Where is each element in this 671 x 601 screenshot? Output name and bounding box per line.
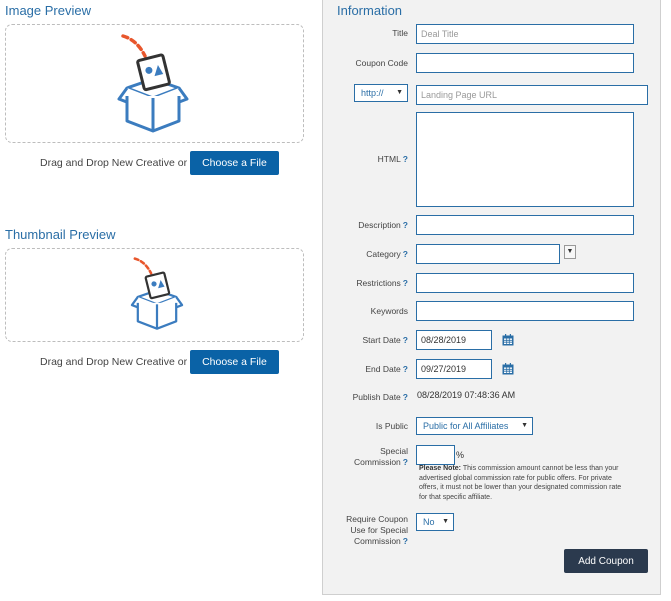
restrictions-input[interactable] <box>416 273 634 293</box>
start-date-input[interactable]: 08/28/2019 <box>416 330 492 350</box>
help-icon: ? <box>402 154 408 164</box>
image-drag-text: Drag and Drop New Creative or <box>40 157 188 169</box>
landing-url-placeholder: Landing Page URL <box>421 90 498 100</box>
landing-url-input[interactable] <box>416 85 648 105</box>
keywords-label: Keywords <box>370 306 408 316</box>
thumbnail-choose-file-button[interactable]: Choose a File <box>190 350 279 374</box>
box-upload-icon <box>111 32 195 136</box>
start-date-label: Start Date ? <box>362 335 408 345</box>
end-date-input[interactable]: 09/27/2019 <box>416 359 492 379</box>
help-icon: ? <box>402 457 408 467</box>
thumbnail-preview-title: Thumbnail Preview <box>5 227 116 242</box>
help-icon: ? <box>402 220 408 230</box>
category-label: Category ? <box>366 249 408 259</box>
category-select[interactable] <box>416 244 560 264</box>
add-coupon-button[interactable]: Add Coupon <box>564 549 648 573</box>
chevron-down-icon: ▼ <box>396 89 403 96</box>
description-input[interactable] <box>416 215 634 235</box>
help-icon: ? <box>402 392 408 402</box>
require-coupon-select[interactable] <box>416 513 454 531</box>
information-title: Information <box>337 3 403 18</box>
special-commission-label: Special Commission ? <box>354 446 408 467</box>
percent-sign: % <box>456 450 465 460</box>
help-icon: ? <box>402 536 408 546</box>
calendar-icon[interactable] <box>502 334 514 346</box>
note-text: This commission amount cannot be less than your advertised global commission rate for public offers. For private offers, it must not be lower than your designated commission rate for that specific affiliate. <box>419 465 622 501</box>
category-dropdown-button[interactable]: ▼ <box>564 245 576 259</box>
publish-date-label: Publish Date ? <box>352 392 408 402</box>
chevron-down-icon: ▼ <box>521 422 528 429</box>
help-icon: ? <box>402 249 408 259</box>
calendar-icon[interactable] <box>502 363 514 375</box>
image-dropzone[interactable] <box>5 24 304 143</box>
html-textarea[interactable] <box>416 112 634 207</box>
help-icon: ? <box>402 364 408 374</box>
require-coupon-value: No <box>423 517 435 527</box>
is-public-select[interactable] <box>416 417 533 435</box>
title-input[interactable] <box>416 24 634 44</box>
information-panel <box>322 0 661 595</box>
require-coupon-label: Require Coupon Use for Special Commission ? <box>346 514 408 546</box>
thumbnail-dropzone[interactable] <box>5 248 304 342</box>
coupon-code-input[interactable] <box>416 53 634 73</box>
publish-date-value: 08/28/2019 07:48:36 AM <box>417 390 516 400</box>
chevron-down-icon: ▼ <box>442 518 449 525</box>
help-icon: ? <box>402 335 408 345</box>
special-commission-input[interactable] <box>416 445 455 465</box>
keywords-input[interactable] <box>416 301 634 321</box>
html-label: HTML ? <box>377 154 408 164</box>
image-preview-title: Image Preview <box>5 3 91 18</box>
restrictions-label: Restrictions ? <box>356 278 408 288</box>
title-label: Title <box>392 28 408 38</box>
is-public-value: Public for All Affiliates <box>423 421 509 431</box>
end-date-label: End Date ? <box>365 364 408 374</box>
protocol-value: http:// <box>361 88 384 98</box>
thumbnail-drag-text: Drag and Drop New Creative or <box>40 356 188 368</box>
box-upload-icon <box>126 255 188 333</box>
coupon-code-label: Coupon Code <box>355 58 408 68</box>
protocol-select[interactable] <box>354 84 408 102</box>
is-public-label: Is Public <box>375 421 408 431</box>
description-label: Description ? <box>358 220 408 230</box>
help-icon: ? <box>402 278 408 288</box>
title-placeholder: Deal Title <box>421 29 459 39</box>
note-title: Please Note: <box>419 465 462 472</box>
image-choose-file-button[interactable]: Choose a File <box>190 151 279 175</box>
commission-note <box>419 464 625 502</box>
